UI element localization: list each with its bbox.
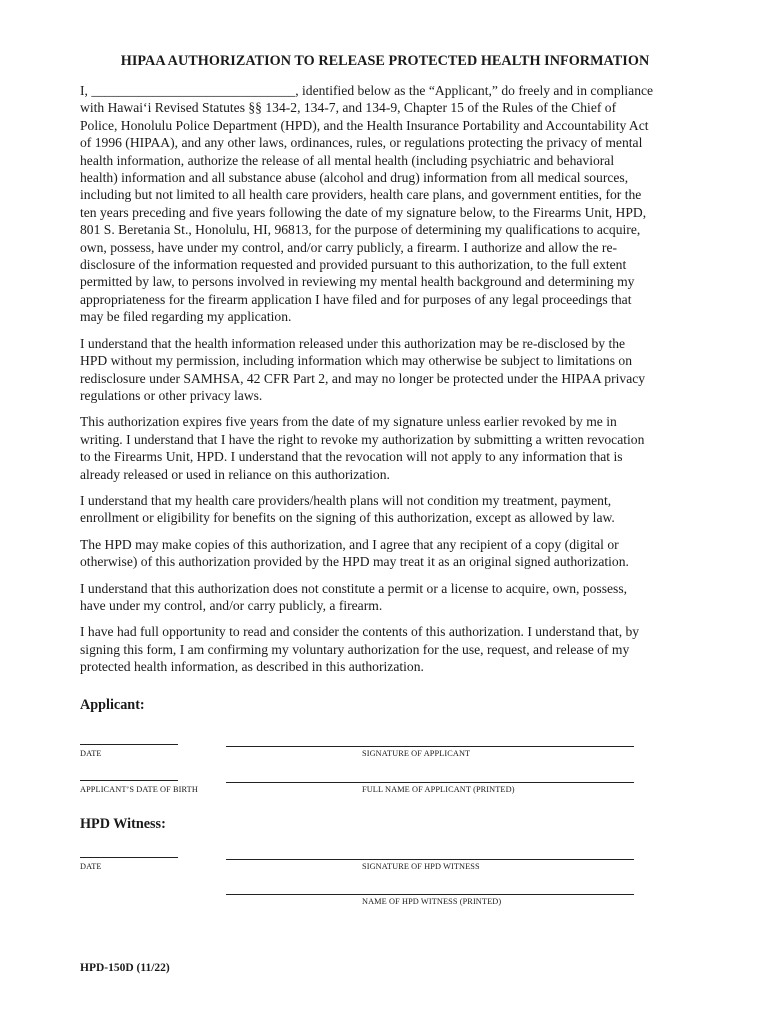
applicant-name-label: FULL NAME OF APPLICANT (PRINTED) — [362, 785, 515, 794]
witness-heading: HPD Witness: — [80, 816, 166, 832]
paragraph-expiration: This authorization expires five years from the date of my signature unless earlier revoked by me in writing. I understand that I have the right to revoke my authorization by submitting a written revocation to the Firearms Unit, HPD. I understand that the revocation will not apply to any information that is already released or used in reliance on this authorization. — [80, 414, 645, 482]
applicant-name-line[interactable] — [226, 782, 634, 783]
applicant-dob-line[interactable] — [80, 780, 178, 781]
witness-date-line[interactable] — [80, 857, 178, 858]
document-title: HIPAA AUTHORIZATION TO RELEASE PROTECTED HEALTH INFORMATION — [120, 53, 650, 69]
applicant-signature-label: SIGNATURE OF APPLICANT — [362, 749, 471, 758]
paragraph-copies: The HPD may make copies of this authorization, and I agree that any recipient of a copy (digital or otherwise) of this authorization provided by the HPD may treat it as an original signed authorization. — [80, 536, 629, 570]
applicant-date-line[interactable] — [80, 744, 178, 745]
paragraph-redisclosure: I understand that the health information released under this authorization may be re-disclosed by the HPD without my permission, including information which may otherwise be subject to limitations on redisclosure under SAMHSA, 42 CFR Part 2, and may no longer be protected under the HIPAA privacy regulations or other privacy laws. — [80, 335, 646, 403]
applicant-date-label: DATE — [80, 749, 102, 758]
applicant-dob-label: APPLICANT’S DATE OF BIRTH — [80, 785, 198, 794]
witness-signature-label: SIGNATURE OF HPD WITNESS — [362, 862, 480, 871]
witness-name-line[interactable] — [226, 894, 634, 895]
paragraph-authorization: I, ______________________________, identified below as the “Applicant,” do freely and in compliance with Hawai‘i Revised Statutes §§ 134-2, 134-7, and 134-9, Chapter 15 of the Rules of the Chief of Police, Honolulu Police Department (HPD), and the Health Insurance Portability and Accountability Act of 1996 (HIPAA), and any other laws, ordinances, rules, or regulations protecting the privacy of mental health information, authorize the release of all mental health (including psychiatric and behavioral health) information and all substance abuse (alcohol and drug) information from all medical sources, including but not limited to all health care providers, health care plans, and government entities, for the ten years preceding and five years following the date of my signature below, to the Firearms Unit, HPD, 801 S. Beretania St., Honolulu, HI, 96813, for the purpose of determining my qualifications to acquire, own, possess, have under my control, and/or carry publicly, a firearm. I authorize and allow the re- disclosure of the information requested and provided pursuant to this authorization, to the full extent permitted by law, to persons involved in reviewing my mental health background and determining my appropriateness for the firearm application I have filed and for purposes of any legal proceedings that may be filed regarding my application. — [80, 83, 654, 325]
authorization-body — [80, 82, 692, 685]
witness-signature-line[interactable] — [226, 859, 634, 860]
applicant-signature-line[interactable] — [226, 746, 634, 747]
paragraph-no-condition: I understand that my health care providers/health plans will not condition my treatment, payment, enrollment or eligibility for benefits on the signing of this authorization, except as allowed by law. — [80, 492, 615, 526]
witness-name-label: NAME OF HPD WITNESS (PRINTED) — [362, 897, 502, 906]
applicant-heading: Applicant: — [80, 697, 145, 713]
form-number: HPD-150D (11/22) — [80, 962, 170, 974]
paragraph-not-permit: I understand that this authorization does not constitute a permit or a license to acquire, own, possess, have under my control, and/or carry publicly, a firearm. — [80, 580, 628, 613]
witness-date-label: DATE — [80, 862, 102, 871]
paragraph-voluntary: I have had full opportunity to read and consider the contents of this authorization. I understand that, by signing this form, I am confirming my voluntary authorization for the use, request, and release of my protected health information, as described in this authorization. — [80, 624, 640, 675]
